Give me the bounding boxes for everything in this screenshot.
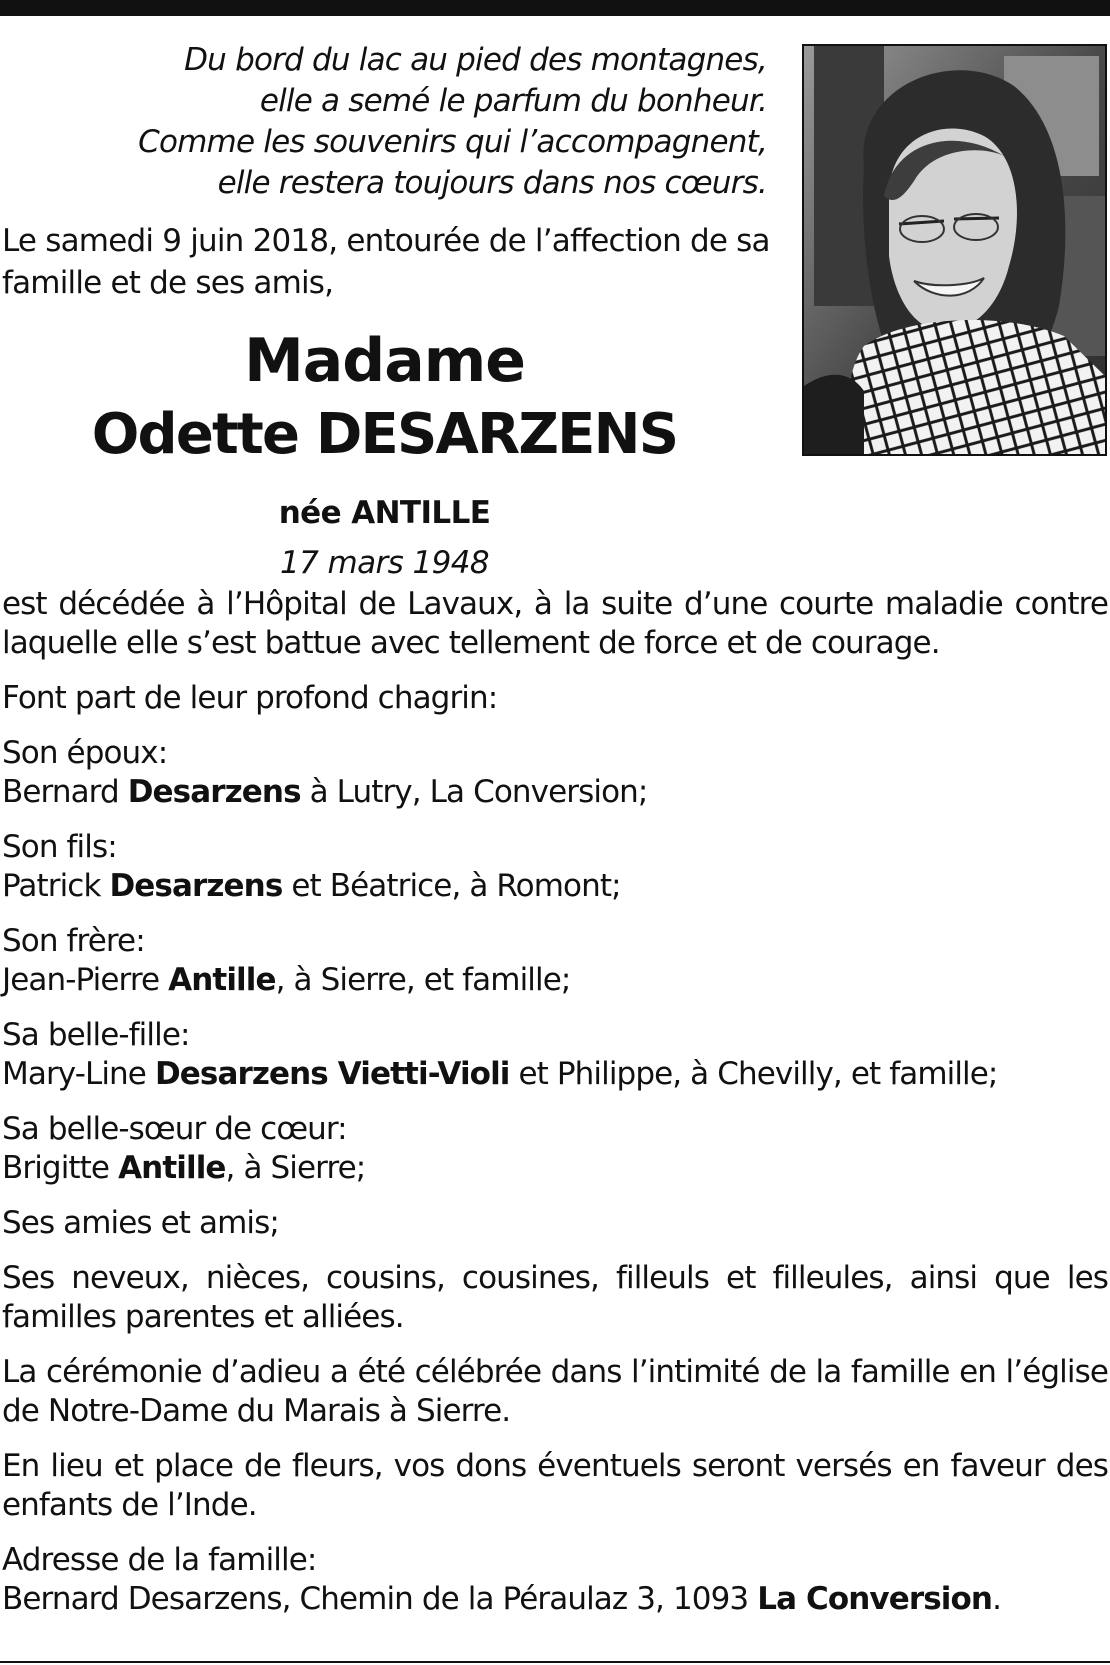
family-address <box>2 1541 1108 1619</box>
address-street: Bernard Desarzens, Chemin de la Péraulaz 3, 1093 <box>2 1581 758 1617</box>
family-entry <box>2 828 1108 906</box>
address-label: Adresse de la famille: <box>2 1542 317 1578</box>
relative-line <box>2 867 1108 906</box>
relation-label: Son fils: <box>2 829 117 865</box>
relation-label: Son frère: <box>2 923 145 959</box>
relative-surname: Desarzens Vietti-Violi <box>154 1056 510 1092</box>
relative-first-name: Brigitte <box>2 1150 119 1186</box>
grief-line: Font part de leur profond chagrin: <box>2 680 498 716</box>
intro-line: Le samedi 9 juin 2018, entourée de l’affection de sa <box>2 223 770 259</box>
portrait-illustration <box>804 46 1105 454</box>
poem-line: elle a semé le parfum du bonheur. <box>259 83 767 119</box>
death-notice: est décédée à l’Hôpital de Lavaux, à la suite d’une courte maladie contre laquelle elle s’est battue avec tellement de force et de courage. <box>2 586 1108 661</box>
poem-line: Comme les souvenirs qui l’accompagnent, <box>138 124 767 160</box>
address-line <box>2 1580 1108 1619</box>
relative-surname: Desarzens <box>127 774 301 810</box>
family-entry <box>2 1016 1108 1094</box>
relative-surname: Antille <box>168 962 276 998</box>
birth-date: 17 mars 1948 <box>280 545 489 581</box>
intro-line: famille et de ses amis, <box>2 265 334 301</box>
address-locality: La Conversion <box>757 1581 993 1617</box>
relative-line <box>2 773 1108 812</box>
donations-paragraph: En lieu et place de fleurs, vos dons éventuels seront versés en faveur des enfants de l’Inde. <box>2 1448 1108 1523</box>
relative-details: et Philippe, à Chevilly, et famille; <box>509 1056 998 1092</box>
address-end: . <box>992 1581 1002 1617</box>
relation-label: Sa belle-sœur de cœur: <box>2 1111 347 1147</box>
relatives-paragraph: Ses neveux, nièces, cousins, cousines, filleuls et filleules, ainsi que les familles parentes et alliées. <box>2 1260 1108 1335</box>
relative-line <box>2 961 1108 1000</box>
relation-label: Sa belle-fille: <box>2 1017 190 1053</box>
relative-first-name: Bernard <box>2 774 128 810</box>
family-entry <box>2 734 1108 812</box>
relative-first-name: Jean-Pierre <box>2 962 169 998</box>
deceased-name: Odette DESARZENS <box>91 402 678 467</box>
portrait-photo <box>802 44 1107 456</box>
relative-details: à Lutry, La Conversion; <box>300 774 648 810</box>
relative-details: et Béatrice, à Romont; <box>282 868 621 904</box>
relation-label: Son époux: <box>2 735 168 771</box>
family-entry <box>2 1110 1108 1188</box>
top-rule <box>0 0 1110 16</box>
notice-body <box>2 585 1108 1635</box>
relative-line <box>2 1055 1108 1094</box>
relative-surname: Desarzens <box>109 868 283 904</box>
friends-line: Ses amies et amis; <box>2 1205 279 1241</box>
relative-first-name: Patrick <box>2 868 110 904</box>
relative-first-name: Mary-Line <box>2 1056 155 1092</box>
family-entry <box>2 922 1108 1000</box>
poem-line: Du bord du lac au pied des montagnes, <box>184 42 767 78</box>
salutation: Madame <box>244 326 525 396</box>
relative-details: , à Sierre; <box>225 1150 366 1186</box>
relative-surname: Antille <box>118 1150 226 1186</box>
deceased-name-block <box>2 325 767 583</box>
memorial-poem <box>120 40 767 204</box>
maiden-name: née ANTILLE <box>278 495 491 531</box>
relative-details: , à Sierre, et famille; <box>275 962 571 998</box>
ceremony-paragraph: La cérémonie d’adieu a été célébrée dans l’intimité de la famille en l’église de Notre-Dame du Marais à Sierre. <box>2 1354 1108 1429</box>
relative-line <box>2 1149 1108 1188</box>
poem-line: elle restera toujours dans nos cœurs. <box>217 165 767 201</box>
intro-text <box>2 220 772 304</box>
bottom-rule <box>0 1661 1110 1663</box>
